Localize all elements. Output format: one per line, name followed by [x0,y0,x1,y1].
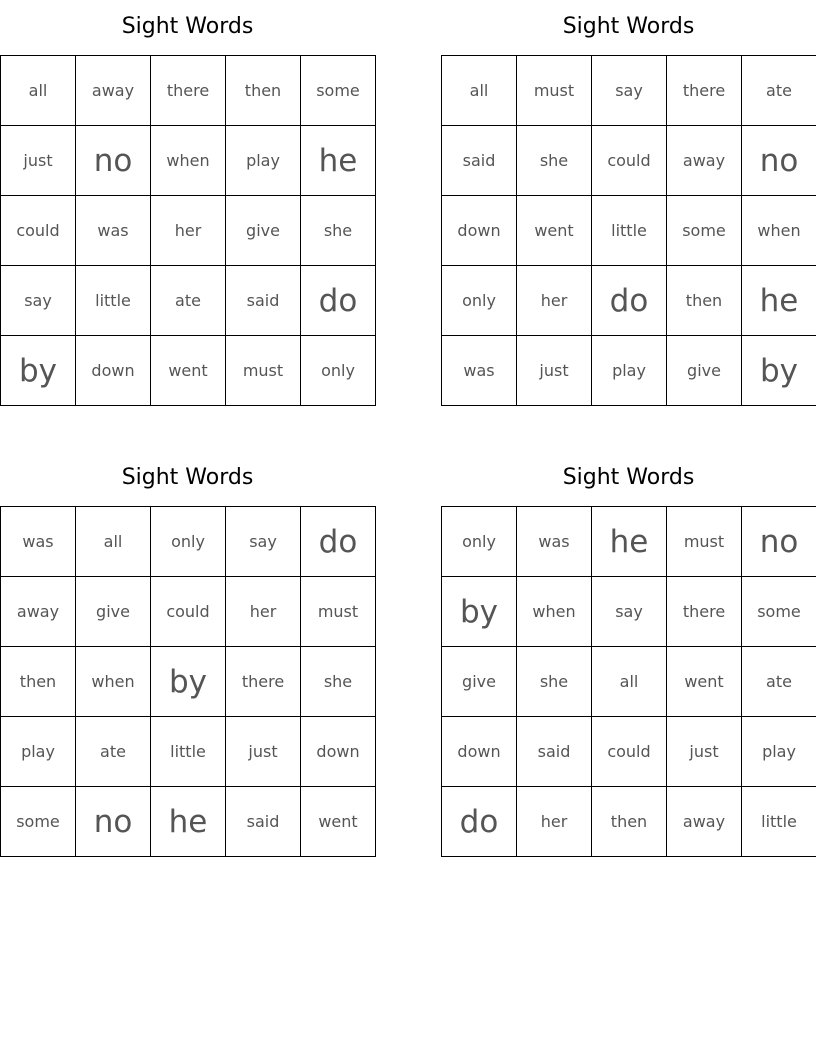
card-title-text: Sight Words [562,14,695,39]
word-cell: said [517,717,592,787]
word-cell: ate [151,266,226,336]
word-cell: then [592,787,667,857]
card-title [441,0,816,55]
word-cell: said [442,126,517,196]
word-cell: just [517,336,592,406]
word-cell: she [517,647,592,717]
word-cell: no [742,126,816,196]
word-cell: only [442,507,517,577]
word-cell: play [742,717,816,787]
word-cell: say [592,56,667,126]
card-title-text: Sight Words [121,465,254,490]
word-cell: down [301,717,376,787]
word-cell: say [1,266,76,336]
word-cell: play [226,126,301,196]
card-title-text: Sight Words [121,14,254,39]
word-cell: give [76,577,151,647]
word-cell: say [592,577,667,647]
word-cell: could [151,577,226,647]
word-cell: ate [76,717,151,787]
word-cell: she [517,126,592,196]
word-cell: when [76,647,151,717]
word-cell: there [667,577,742,647]
word-cell: little [592,196,667,266]
word-cell: ate [742,647,816,717]
word-cell: only [301,336,376,406]
word-cell: down [442,717,517,787]
bingo-card-4 [441,451,816,857]
word-cell: her [151,196,226,266]
word-cell: said [226,266,301,336]
word-cell: no [76,787,151,857]
word-cell: only [442,266,517,336]
word-cell: by [151,647,226,717]
word-cell: all [76,507,151,577]
word-grid [0,55,376,406]
word-cell: could [1,196,76,266]
word-cell: just [226,717,301,787]
word-cell: no [742,507,816,577]
word-cell: he [301,126,376,196]
word-cell: he [742,266,816,336]
word-cell: play [1,717,76,787]
word-cell: then [1,647,76,717]
word-cell: little [742,787,816,857]
word-cell: was [517,507,592,577]
word-cell: could [592,717,667,787]
word-cell: play [592,336,667,406]
word-cell: all [1,56,76,126]
word-cell: down [442,196,517,266]
word-grid [441,55,816,406]
word-cell: down [76,336,151,406]
word-cell: no [76,126,151,196]
word-cell: she [301,647,376,717]
word-cell: went [151,336,226,406]
word-cell: her [226,577,301,647]
word-cell: by [442,577,517,647]
word-cell: when [517,577,592,647]
word-cell: all [592,647,667,717]
bingo-card-1 [0,0,375,406]
bingo-card-2 [441,0,816,406]
word-cell: she [301,196,376,266]
word-cell: there [667,56,742,126]
word-cell: away [76,56,151,126]
word-cell: went [301,787,376,857]
word-cell: do [442,787,517,857]
word-cell: do [592,266,667,336]
word-cell: little [151,717,226,787]
word-cell: went [667,647,742,717]
word-cell: must [226,336,301,406]
word-cell: just [667,717,742,787]
word-cell: he [592,507,667,577]
word-cell: do [301,507,376,577]
word-cell: all [442,56,517,126]
word-cell: was [76,196,151,266]
word-cell: must [517,56,592,126]
word-cell: went [517,196,592,266]
word-cell: just [1,126,76,196]
word-cell: was [442,336,517,406]
word-cell: her [517,266,592,336]
word-cell: away [667,126,742,196]
word-cell: he [151,787,226,857]
word-cell: away [1,577,76,647]
word-cell: away [667,787,742,857]
word-cell: was [1,507,76,577]
word-cell: there [151,56,226,126]
word-cell: by [1,336,76,406]
word-cell: when [742,196,816,266]
word-cell: when [151,126,226,196]
word-cell: little [76,266,151,336]
word-cell: do [301,266,376,336]
word-cell: must [667,507,742,577]
word-cell: must [301,577,376,647]
word-cell: some [667,196,742,266]
word-cell: only [151,507,226,577]
word-cell: could [592,126,667,196]
word-cell: say [226,507,301,577]
word-cell: said [226,787,301,857]
word-cell: give [226,196,301,266]
word-cell: then [226,56,301,126]
word-cell: give [667,336,742,406]
word-cell: by [742,336,816,406]
word-cell: some [742,577,816,647]
word-cell: her [517,787,592,857]
word-grid [0,506,376,857]
card-title [0,0,375,55]
word-cell: there [226,647,301,717]
word-cell: then [667,266,742,336]
word-cell: some [301,56,376,126]
word-grid [441,506,816,857]
word-cell: ate [742,56,816,126]
bingo-card-3 [0,451,375,857]
word-cell: give [442,647,517,717]
card-title-text: Sight Words [562,465,695,490]
word-cell: some [1,787,76,857]
card-title [0,451,375,506]
card-title [441,451,816,506]
